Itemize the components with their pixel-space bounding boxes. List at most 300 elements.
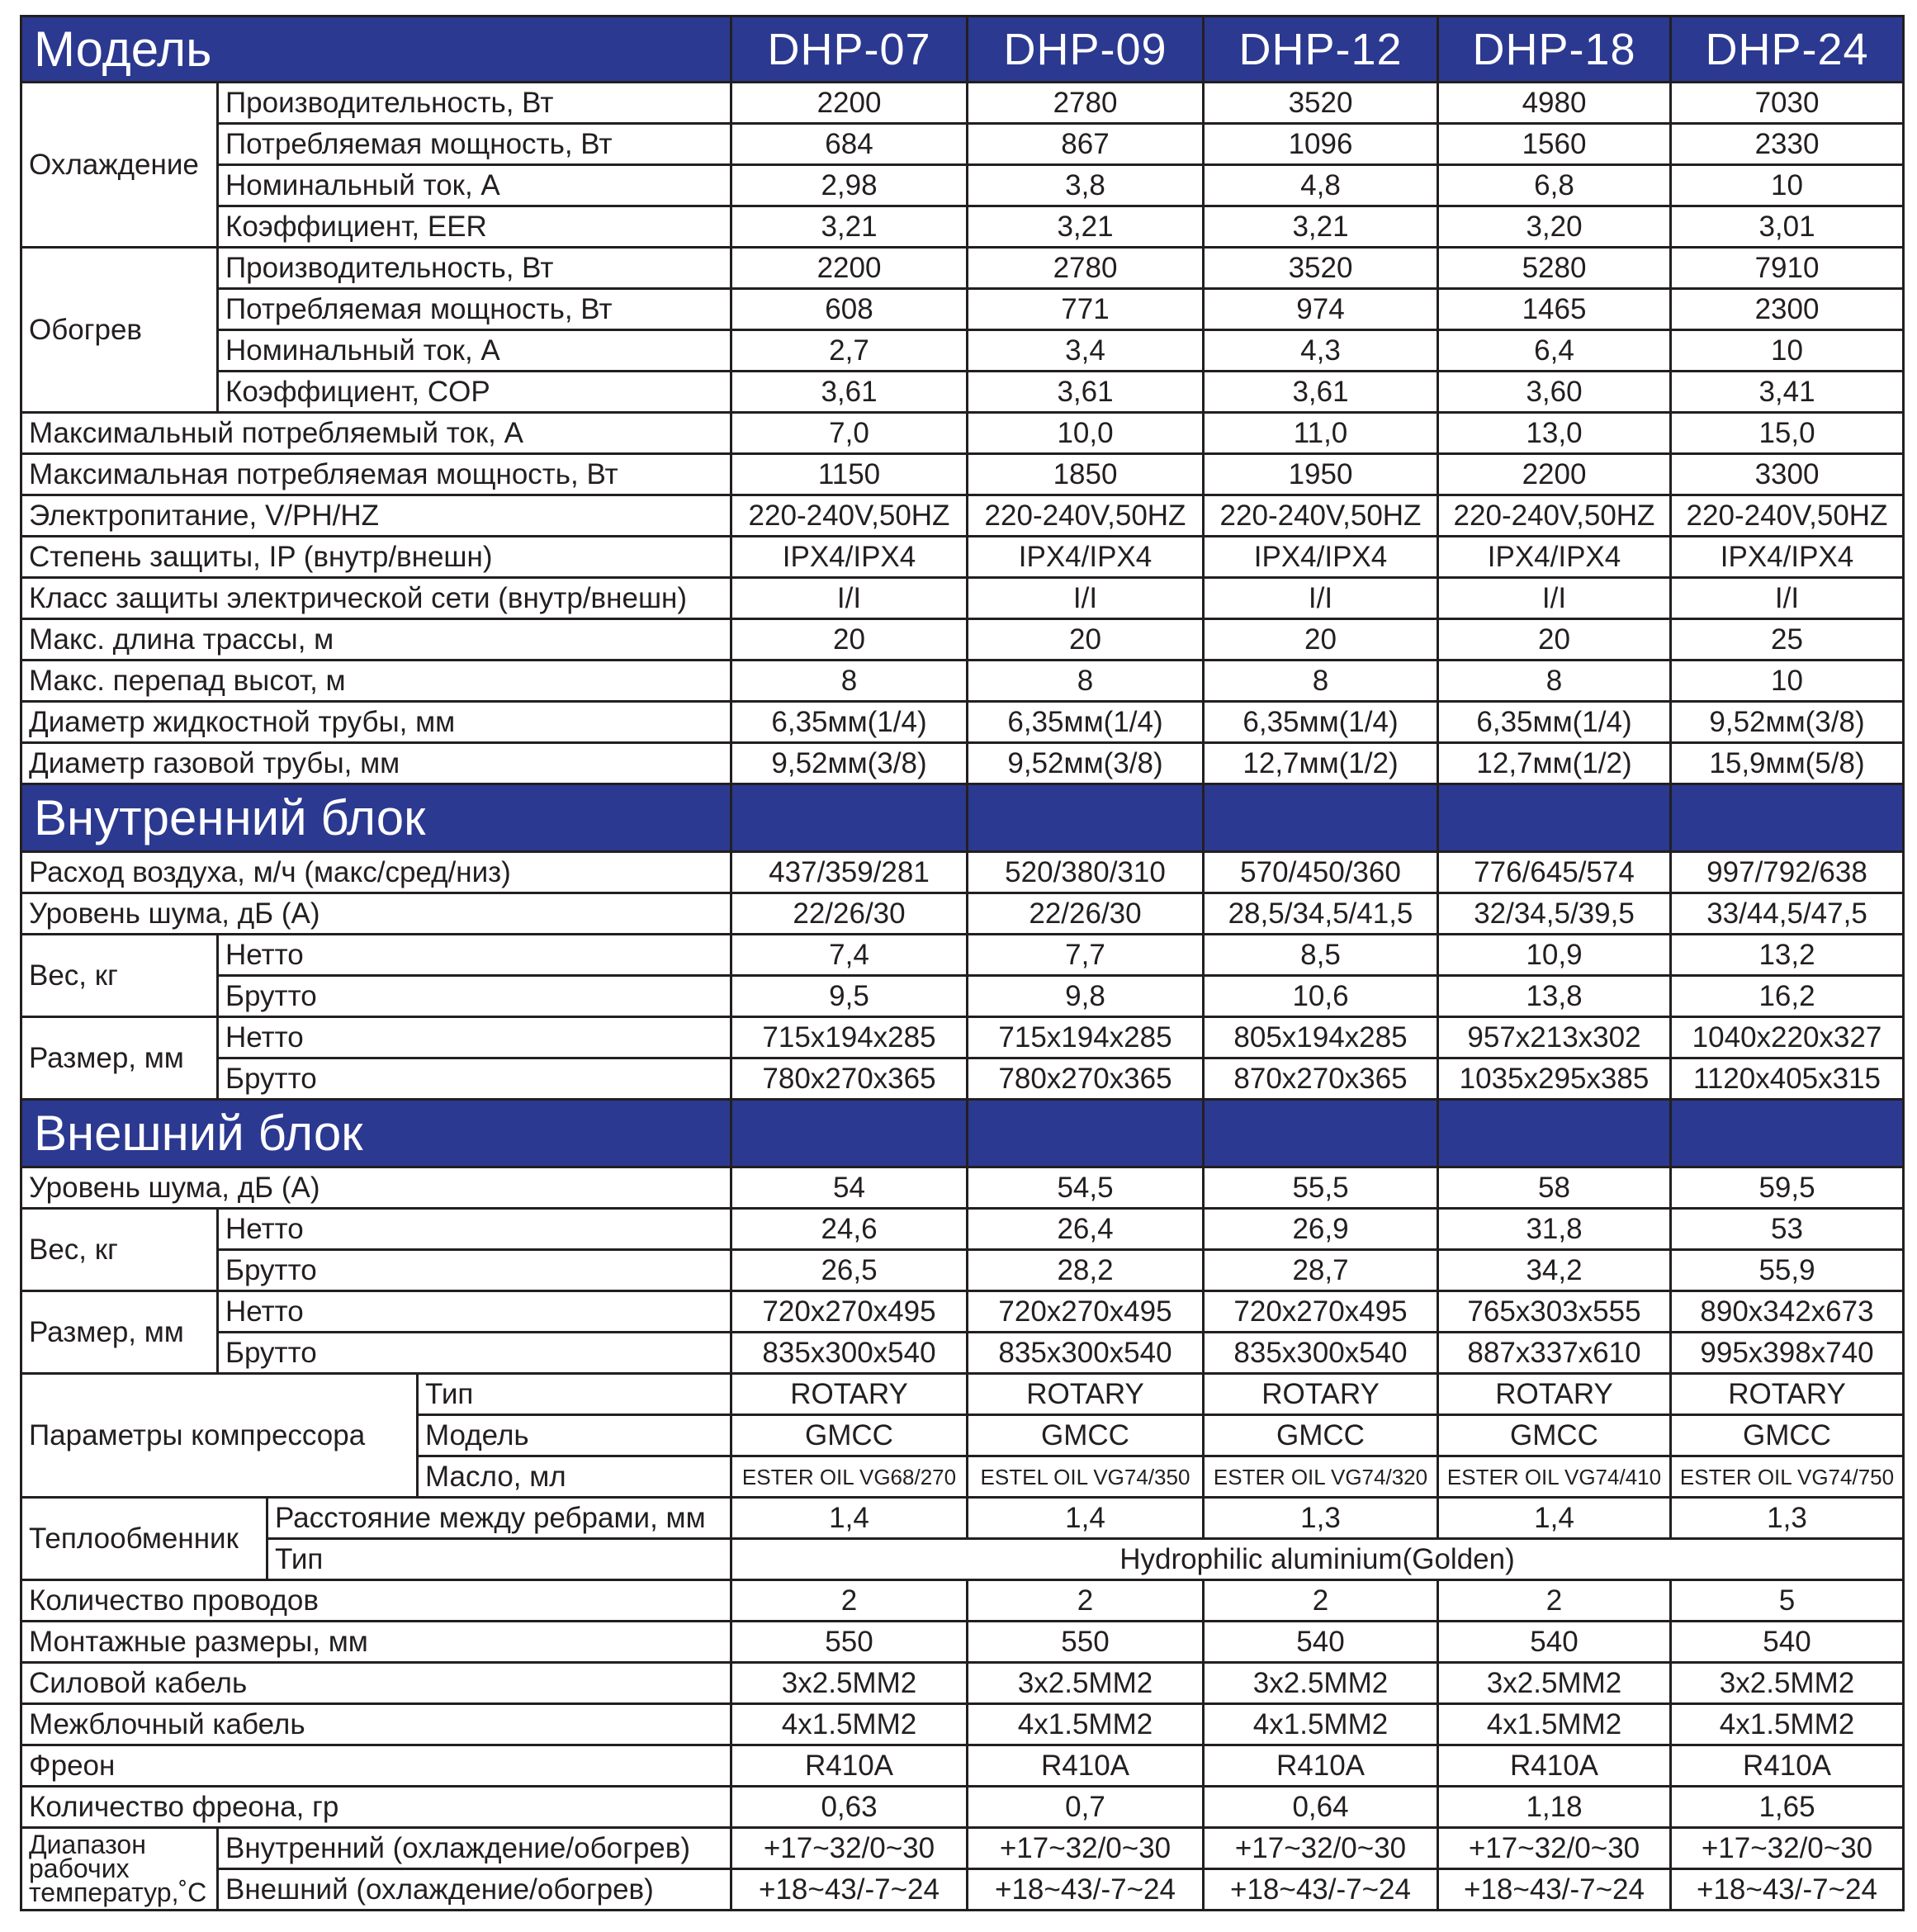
row-label: Степень защиты, IP (внутр/внешн) [21, 537, 731, 578]
value-cell: 997/792/638 [1671, 852, 1904, 893]
value-cell: ESTER OIL VG74/410 [1438, 1456, 1671, 1498]
data-row [21, 165, 1904, 206]
row-label: Брутто [218, 1333, 731, 1374]
data-row [21, 1209, 1904, 1250]
value-cell: 550 [731, 1622, 968, 1663]
value-cell: ESTER OIL VG74/320 [1204, 1456, 1438, 1498]
value-cell: 10,6 [1204, 976, 1438, 1017]
value-cell: 26,9 [1204, 1209, 1438, 1250]
data-row [21, 1291, 1904, 1333]
data-row [21, 976, 1904, 1017]
value-cell: 715x194x285 [968, 1017, 1204, 1058]
row-label: Брутто [218, 1250, 731, 1291]
row-label: Расход воздуха, м/ч (макс/сред/низ) [21, 852, 731, 893]
value-cell: R410A [968, 1745, 1204, 1787]
value-cell: 684 [731, 124, 968, 165]
value-cell: IPX4/IPX4 [1671, 537, 1904, 578]
data-row [21, 1374, 1904, 1415]
value-cell: 715x194x285 [731, 1017, 968, 1058]
value-cell: 8 [1204, 661, 1438, 702]
value-cell: 765x303x555 [1438, 1291, 1671, 1333]
row-label: Масло, мл [418, 1456, 731, 1498]
value-cell: ESTEL OIL VG74/350 [968, 1456, 1204, 1498]
value-cell: +17~32/0~30 [1671, 1828, 1904, 1869]
value-cell: 12,7мм(1/2) [1438, 743, 1671, 784]
value-cell: R410A [731, 1745, 968, 1787]
value-cell: 220-240V,50HZ [968, 495, 1204, 537]
value-cell: 13,2 [1671, 935, 1904, 976]
value-cell: 2 [1204, 1580, 1438, 1622]
value-cell: 9,52мм(3/8) [1671, 702, 1904, 743]
group-temperature: Диапазон рабочих температур,˚С [21, 1828, 218, 1911]
section-blank [1671, 1100, 1904, 1167]
value-cell: 2200 [1438, 454, 1671, 495]
value-cell: 2,98 [731, 165, 968, 206]
value-cell: 2,7 [731, 330, 968, 372]
value-cell: 12,7мм(1/2) [1204, 743, 1438, 784]
value-cell: 0,7 [968, 1787, 1204, 1828]
value-cell: +18~43/-7~24 [968, 1869, 1204, 1911]
value-cell: 3,4 [968, 330, 1204, 372]
value-cell: 3520 [1204, 83, 1438, 124]
section-outdoor [21, 1100, 1904, 1167]
value-cell: 2780 [968, 83, 1204, 124]
value-cell: 1850 [968, 454, 1204, 495]
value-cell: 7,0 [731, 413, 968, 454]
model-header-label: Модель [21, 17, 731, 83]
value-cell: 1,3 [1204, 1498, 1438, 1539]
value-cell: 995x398x740 [1671, 1333, 1904, 1374]
section-blank [1204, 1100, 1438, 1167]
value-cell: 550 [968, 1622, 1204, 1663]
value-cell: 4x1.5MM2 [731, 1704, 968, 1745]
row-label: Потребляемая мощность, Вт [218, 289, 731, 330]
data-row [21, 743, 1904, 784]
group-outdoor-size: Размер, мм [21, 1291, 218, 1374]
model-name: DHP-12 [1204, 17, 1438, 83]
value-cell: 1,18 [1438, 1787, 1671, 1828]
data-row [21, 454, 1904, 495]
value-cell: 5280 [1438, 248, 1671, 289]
data-row [21, 413, 1904, 454]
value-cell: 25 [1671, 619, 1904, 661]
value-cell: 8 [968, 661, 1204, 702]
value-cell: 4x1.5MM2 [1204, 1704, 1438, 1745]
value-cell: 8 [1438, 661, 1671, 702]
value-cell: 8 [731, 661, 968, 702]
value-cell: 54,5 [968, 1167, 1204, 1209]
section-blank [1438, 1100, 1671, 1167]
header-row [21, 17, 1904, 83]
data-row [21, 702, 1904, 743]
value-cell: ROTARY [1671, 1374, 1904, 1415]
row-label: Коэффициент, COP [218, 372, 731, 413]
value-cell: 16,2 [1671, 976, 1904, 1017]
value-cell: 3,21 [1204, 206, 1438, 248]
value-cell: 22/26/30 [731, 893, 968, 935]
data-row [21, 1580, 1904, 1622]
row-label: Межблочный кабель [21, 1704, 731, 1745]
value-cell: 7,4 [731, 935, 968, 976]
value-cell: 3,61 [731, 372, 968, 413]
value-cell: 835x300x540 [1204, 1333, 1438, 1374]
data-row [21, 372, 1904, 413]
value-cell: 9,5 [731, 976, 968, 1017]
data-row [21, 1828, 1904, 1869]
row-label: Модель [418, 1415, 731, 1456]
section-blank [968, 784, 1204, 852]
value-cell: 10 [1671, 661, 1904, 702]
value-cell: 9,8 [968, 976, 1204, 1017]
data-row [21, 619, 1904, 661]
value-cell: 1,65 [1671, 1787, 1904, 1828]
row-label: Номинальный ток, А [218, 165, 731, 206]
value-cell: 4,3 [1204, 330, 1438, 372]
data-row [21, 1787, 1904, 1828]
row-label: Расстояние между ребрами, мм [267, 1498, 731, 1539]
row-label: Нетто [218, 1017, 731, 1058]
data-row [21, 578, 1904, 619]
data-row [21, 852, 1904, 893]
value-cell: 780x270x365 [968, 1058, 1204, 1100]
value-cell: 10,0 [968, 413, 1204, 454]
value-cell: I/I [731, 578, 968, 619]
row-label: Коэффициент, EER [218, 206, 731, 248]
value-cell: 3,60 [1438, 372, 1671, 413]
group-indoor-size: Размер, мм [21, 1017, 218, 1100]
group-outdoor-weight: Вес, кг [21, 1209, 218, 1291]
row-label: Нетто [218, 935, 731, 976]
value-cell: 1465 [1438, 289, 1671, 330]
value-cell: 776/645/574 [1438, 852, 1671, 893]
value-cell: 6,35мм(1/4) [1204, 702, 1438, 743]
section-title-indoor: Внутренний блок [21, 784, 731, 852]
value-cell: 2 [1438, 1580, 1671, 1622]
data-row [21, 330, 1904, 372]
section-blank [1204, 784, 1438, 852]
value-cell: 3,61 [968, 372, 1204, 413]
section-indoor [21, 784, 1904, 852]
value-cell: GMCC [968, 1415, 1204, 1456]
value-cell: 1,4 [1438, 1498, 1671, 1539]
data-row [21, 1333, 1904, 1374]
value-cell: GMCC [731, 1415, 968, 1456]
value-cell: I/I [1204, 578, 1438, 619]
value-cell: 4x1.5MM2 [1671, 1704, 1904, 1745]
data-row [21, 537, 1904, 578]
value-cell: 3,61 [1204, 372, 1438, 413]
value-cell: 3,01 [1671, 206, 1904, 248]
section-blank [968, 1100, 1204, 1167]
value-cell: 1,3 [1671, 1498, 1904, 1539]
row-label: Монтажные размеры, мм [21, 1622, 731, 1663]
data-row [21, 661, 1904, 702]
value-cell: GMCC [1438, 1415, 1671, 1456]
section-blank [1671, 784, 1904, 852]
value-cell: 6,8 [1438, 165, 1671, 206]
group-exchanger: Теплообменник [21, 1498, 267, 1580]
value-cell: 3x2.5MM2 [1671, 1663, 1904, 1704]
value-cell: 7910 [1671, 248, 1904, 289]
section-title-outdoor: Внешний блок [21, 1100, 731, 1167]
spec-sheet [20, 15, 1894, 1911]
value-cell: 28,7 [1204, 1250, 1438, 1291]
row-label: Максимальная потребляемая мощность, Вт [21, 454, 731, 495]
value-cell: ESTER OIL VG74/750 [1671, 1456, 1904, 1498]
value-cell: 1096 [1204, 124, 1438, 165]
data-row [21, 495, 1904, 537]
value-cell: 867 [968, 124, 1204, 165]
value-cell: 10 [1671, 330, 1904, 372]
value-cell: ROTARY [1438, 1374, 1671, 1415]
data-row [21, 1663, 1904, 1704]
value-cell: 2 [731, 1580, 968, 1622]
value-cell: 780x270x365 [731, 1058, 968, 1100]
group-cooling: Охлаждение [21, 83, 218, 248]
data-row [21, 289, 1904, 330]
data-row [21, 83, 1904, 124]
value-cell: 24,6 [731, 1209, 968, 1250]
row-label: Количество фреона, гр [21, 1787, 731, 1828]
value-cell: 34,2 [1438, 1250, 1671, 1291]
row-label: Брутто [218, 1058, 731, 1100]
value-cell: 4x1.5MM2 [1438, 1704, 1671, 1745]
value-cell: 5 [1671, 1580, 1904, 1622]
value-cell: +17~32/0~30 [731, 1828, 968, 1869]
group-compressor: Параметры компрессора [21, 1374, 418, 1498]
value-cell: 28,5/34,5/41,5 [1204, 893, 1438, 935]
value-cell: +18~43/-7~24 [1204, 1869, 1438, 1911]
value-cell: 28,2 [968, 1250, 1204, 1291]
value-cell: 6,4 [1438, 330, 1671, 372]
value-cell: I/I [1671, 578, 1904, 619]
spec-table [20, 15, 1905, 1911]
row-label: Внутренний (охлаждение/обогрев) [218, 1828, 731, 1869]
section-blank [1438, 784, 1671, 852]
data-row [21, 1704, 1904, 1745]
value-cell: 15,9мм(5/8) [1671, 743, 1904, 784]
value-cell: 957x213x302 [1438, 1017, 1671, 1058]
row-label: Нетто [218, 1291, 731, 1333]
value-cell: 2200 [731, 83, 968, 124]
row-label: Диаметр газовой трубы, мм [21, 743, 731, 784]
row-label: Тип [418, 1374, 731, 1415]
value-cell: 55,9 [1671, 1250, 1904, 1291]
data-row [21, 935, 1904, 976]
data-row [21, 124, 1904, 165]
section-blank [731, 784, 968, 852]
data-row [21, 1167, 1904, 1209]
value-cell: 720x270x495 [968, 1291, 1204, 1333]
value-cell: 2200 [731, 248, 968, 289]
value-cell: 720x270x495 [1204, 1291, 1438, 1333]
model-name: DHP-07 [731, 17, 968, 83]
data-row [21, 1498, 1904, 1539]
value-cell: 59,5 [1671, 1167, 1904, 1209]
value-cell: +17~32/0~30 [968, 1828, 1204, 1869]
exchanger-type-value: Hydrophilic aluminium(Golden) [731, 1539, 1904, 1580]
value-cell: 58 [1438, 1167, 1671, 1209]
value-cell: 974 [1204, 289, 1438, 330]
value-cell: 1040x220x327 [1671, 1017, 1904, 1058]
value-cell: 835x300x540 [968, 1333, 1204, 1374]
value-cell: 11,0 [1204, 413, 1438, 454]
value-cell: 26,5 [731, 1250, 968, 1291]
value-cell: 10 [1671, 165, 1904, 206]
row-label: Диаметр жидкостной трубы, мм [21, 702, 731, 743]
value-cell: +17~32/0~30 [1204, 1828, 1438, 1869]
data-row [21, 248, 1904, 289]
model-name: DHP-24 [1671, 17, 1904, 83]
value-cell: GMCC [1204, 1415, 1438, 1456]
value-cell: 4980 [1438, 83, 1671, 124]
data-row [21, 893, 1904, 935]
value-cell: 3,21 [968, 206, 1204, 248]
value-cell: 1035x295x385 [1438, 1058, 1671, 1100]
value-cell: 2330 [1671, 124, 1904, 165]
value-cell: 3,20 [1438, 206, 1671, 248]
data-row [21, 1622, 1904, 1663]
value-cell: 10,9 [1438, 935, 1671, 976]
value-cell: 20 [968, 619, 1204, 661]
value-cell: 720x270x495 [731, 1291, 968, 1333]
value-cell: 33/44,5/47,5 [1671, 893, 1904, 935]
value-cell: 22/26/30 [968, 893, 1204, 935]
row-label: Номинальный ток, А [218, 330, 731, 372]
value-cell: 2300 [1671, 289, 1904, 330]
value-cell: 3x2.5MM2 [968, 1663, 1204, 1704]
value-cell: 890x342x673 [1671, 1291, 1904, 1333]
value-cell: 3x2.5MM2 [1438, 1663, 1671, 1704]
value-cell: 1,4 [968, 1498, 1204, 1539]
value-cell: +18~43/-7~24 [1438, 1869, 1671, 1911]
row-label: Производительность, Вт [218, 248, 731, 289]
value-cell: 3,8 [968, 165, 1204, 206]
value-cell: 6,35мм(1/4) [1438, 702, 1671, 743]
value-cell: ROTARY [731, 1374, 968, 1415]
value-cell: +18~43/-7~24 [731, 1869, 968, 1911]
value-cell: ROTARY [968, 1374, 1204, 1415]
group-indoor-weight: Вес, кг [21, 935, 218, 1017]
value-cell: 1950 [1204, 454, 1438, 495]
data-row [21, 1017, 1904, 1058]
row-label: Нетто [218, 1209, 731, 1250]
value-cell: 31,8 [1438, 1209, 1671, 1250]
value-cell: 32/34,5/39,5 [1438, 893, 1671, 935]
value-cell: 4,8 [1204, 165, 1438, 206]
value-cell: 220-240V,50HZ [731, 495, 968, 537]
value-cell: 55,5 [1204, 1167, 1438, 1209]
row-label: Количество проводов [21, 1580, 731, 1622]
group-heating: Обогрев [21, 248, 218, 413]
row-label: Потребляемая мощность, Вт [218, 124, 731, 165]
value-cell: 54 [731, 1167, 968, 1209]
value-cell: I/I [968, 578, 1204, 619]
value-cell: IPX4/IPX4 [968, 537, 1204, 578]
value-cell: IPX4/IPX4 [1438, 537, 1671, 578]
value-cell: 13,8 [1438, 976, 1671, 1017]
value-cell: 608 [731, 289, 968, 330]
value-cell: 3,41 [1671, 372, 1904, 413]
value-cell: 2 [968, 1580, 1204, 1622]
row-label: Макс. перепад высот, м [21, 661, 731, 702]
value-cell: 13,0 [1438, 413, 1671, 454]
data-row [21, 1058, 1904, 1100]
value-cell: 3x2.5MM2 [731, 1663, 968, 1704]
value-cell: 8,5 [1204, 935, 1438, 976]
value-cell: 0,63 [731, 1787, 968, 1828]
value-cell: 887x337x610 [1438, 1333, 1671, 1374]
value-cell: 9,52мм(3/8) [731, 743, 968, 784]
row-label: Уровень шума, дБ (А) [21, 1167, 731, 1209]
value-cell: 6,35мм(1/4) [731, 702, 968, 743]
value-cell: 0,64 [1204, 1787, 1438, 1828]
value-cell: ROTARY [1204, 1374, 1438, 1415]
row-label: Класс защиты электрической сети (внутр/внешн) [21, 578, 731, 619]
value-cell: IPX4/IPX4 [731, 537, 968, 578]
data-row [21, 1745, 1904, 1787]
value-cell: R410A [1438, 1745, 1671, 1787]
value-cell: 220-240V,50HZ [1438, 495, 1671, 537]
value-cell: 3x2.5MM2 [1204, 1663, 1438, 1704]
row-label: Уровень шума, дБ (А) [21, 893, 731, 935]
value-cell: 20 [1438, 619, 1671, 661]
row-label: Макс. длина трассы, м [21, 619, 731, 661]
value-cell: IPX4/IPX4 [1204, 537, 1438, 578]
value-cell: 15,0 [1671, 413, 1904, 454]
value-cell: 220-240V,50HZ [1671, 495, 1904, 537]
value-cell: 1150 [731, 454, 968, 495]
value-cell: 6,35мм(1/4) [968, 702, 1204, 743]
value-cell: 870x270x365 [1204, 1058, 1438, 1100]
value-cell: 437/359/281 [731, 852, 968, 893]
value-cell: 1,4 [731, 1498, 968, 1539]
value-cell: 835x300x540 [731, 1333, 968, 1374]
value-cell: +18~43/-7~24 [1671, 1869, 1904, 1911]
value-cell: 20 [731, 619, 968, 661]
value-cell: 3,21 [731, 206, 968, 248]
data-row [21, 1539, 1904, 1580]
row-label: Брутто [218, 976, 731, 1017]
row-label: Производительность, Вт [218, 83, 731, 124]
value-cell: ESTER OIL VG68/270 [731, 1456, 968, 1498]
row-label: Электропитание, V/PH/HZ [21, 495, 731, 537]
value-cell: 26,4 [968, 1209, 1204, 1250]
value-cell: I/I [1438, 578, 1671, 619]
value-cell: 3520 [1204, 248, 1438, 289]
row-label: Максимальный потребляемый ток, А [21, 413, 731, 454]
value-cell: 53 [1671, 1209, 1904, 1250]
row-label: Фреон [21, 1745, 731, 1787]
data-row [21, 1869, 1904, 1911]
value-cell: GMCC [1671, 1415, 1904, 1456]
value-cell: 1120x405x315 [1671, 1058, 1904, 1100]
row-label: Тип [267, 1539, 731, 1580]
data-row [21, 206, 1904, 248]
section-blank [731, 1100, 968, 1167]
value-cell: R410A [1671, 1745, 1904, 1787]
value-cell: 4x1.5MM2 [968, 1704, 1204, 1745]
value-cell: 1560 [1438, 124, 1671, 165]
row-label: Силовой кабель [21, 1663, 731, 1704]
value-cell: 20 [1204, 619, 1438, 661]
data-row [21, 1250, 1904, 1291]
value-cell: 771 [968, 289, 1204, 330]
row-label: Внешний (охлаждение/обогрев) [218, 1869, 731, 1911]
value-cell: 540 [1671, 1622, 1904, 1663]
value-cell: 570/450/360 [1204, 852, 1438, 893]
value-cell: 9,52мм(3/8) [968, 743, 1204, 784]
